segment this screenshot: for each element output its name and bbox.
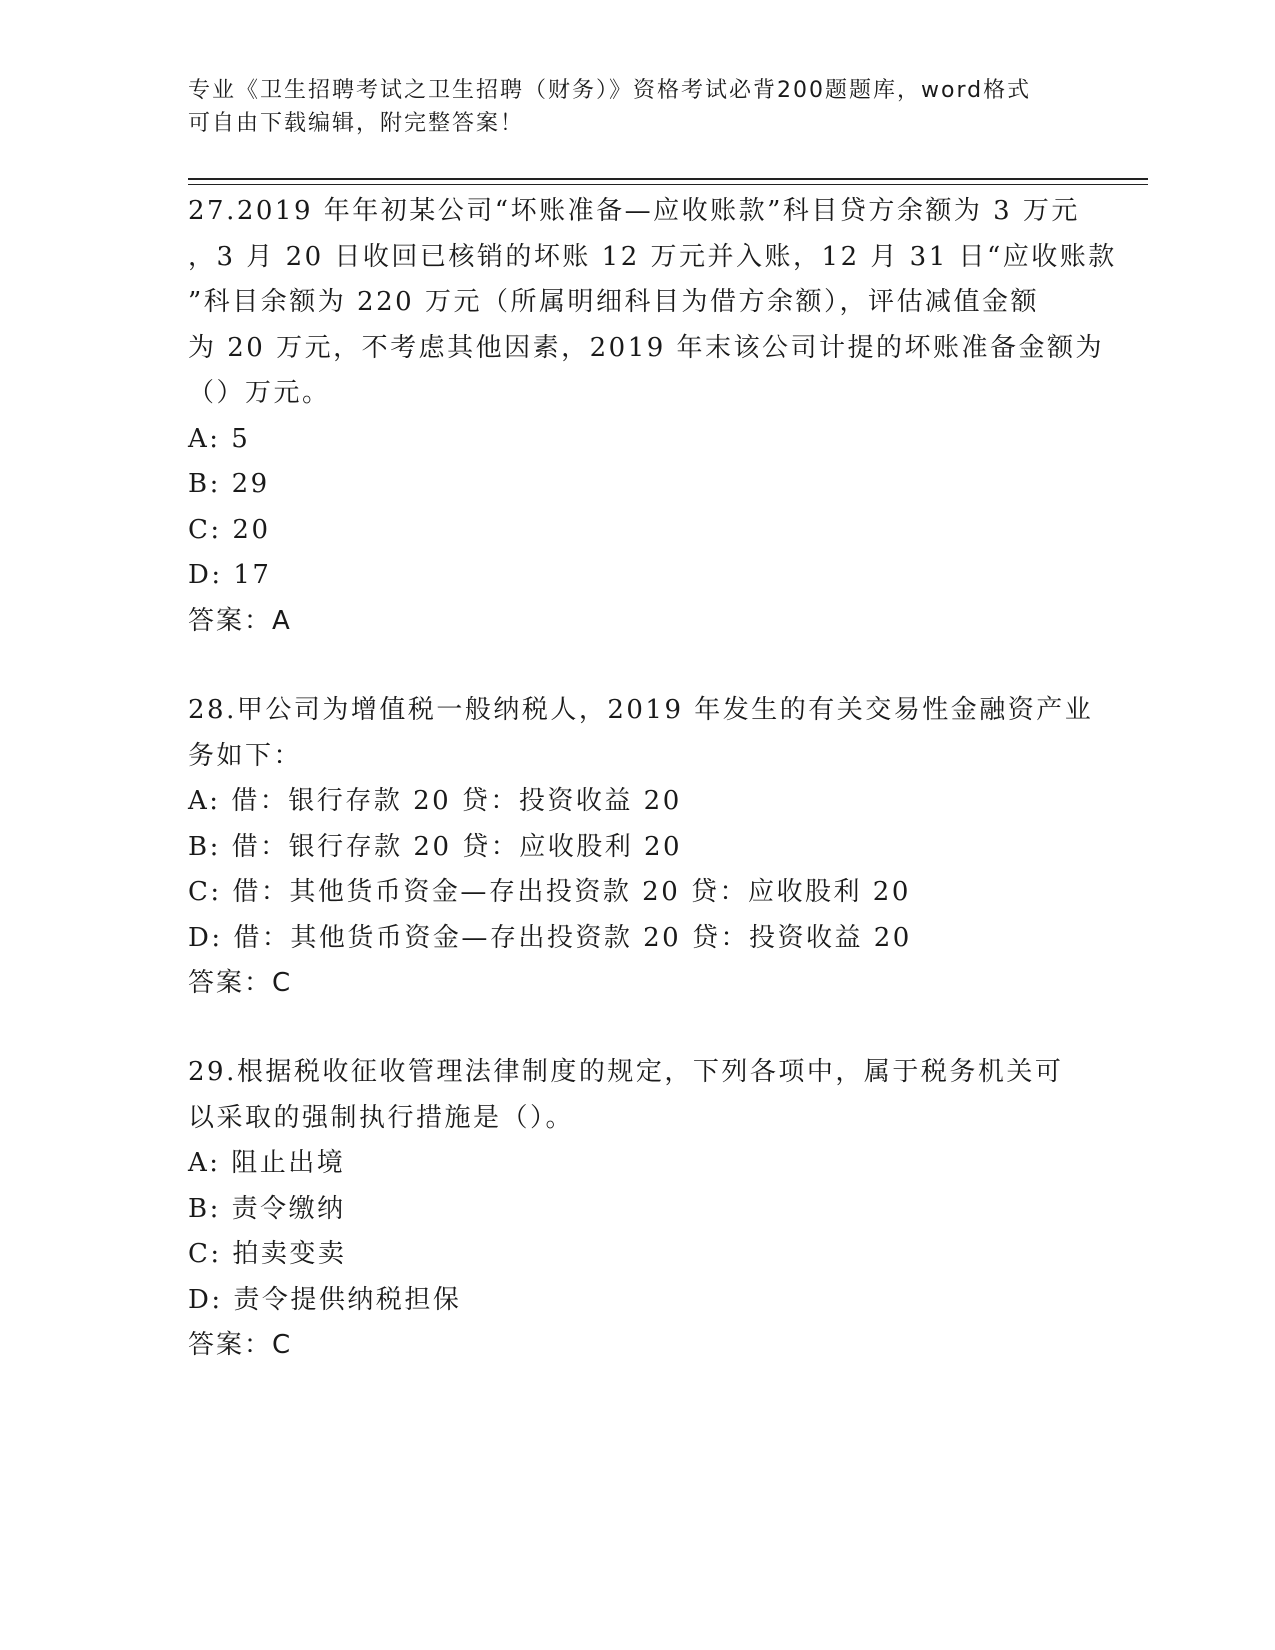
option-c: C: 借：其他货币资金—存出投资款 20 贷：应收股利 20 (188, 877, 911, 907)
question-stem-line: 为 20 万元，不考虑其他因素，2019 年末该公司计提的坏账准备金额为 (188, 332, 1105, 363)
option-d: D: 责令提供纳税担保 (188, 1284, 462, 1315)
option-d: D: 借：其他货币资金—存出投资款 20 贷：投资收益 20 (188, 922, 912, 953)
question-stem-line: 以采取的强制执行措施是（）。 (188, 1102, 575, 1133)
question-stem-line: 29.根据税收征收管理法律制度的规定，下列各项中，属于税务机关可 (188, 1057, 1064, 1087)
question-stem-line: 务如下： (188, 740, 303, 771)
option-b: B: 借：银行存款 20 贷：应收股利 20 (188, 831, 683, 862)
question-stem-line: ，3 月 20 日收回已核销的坏账 12 万元并入账，12 月 31 日“应收账款 (188, 241, 1117, 272)
question-stem-line: ”科目余额为 220 万元（所属明细科目为借方余额），评估减值金额 (188, 287, 1039, 317)
question-29 (188, 1050, 1088, 1369)
question-stem-line: （）万元。 (188, 378, 331, 408)
option-d: D: 17 (188, 560, 272, 590)
answer: 答案：A (188, 605, 292, 636)
question-28 (188, 688, 1094, 1007)
question-stem-line: 27.2019 年年初某公司“坏账准备—应收账款”科目贷方余额为 3 万元 (188, 196, 1080, 226)
answer: 答案：C (188, 1330, 293, 1360)
answer: 答案：C (188, 968, 293, 998)
option-b: B: 29 (188, 469, 270, 499)
option-a: A: 阻止出境 (188, 1148, 346, 1178)
option-b: B: 责令缴纳 (188, 1193, 346, 1224)
header-line: 可自由下载编辑，附完整答案！ (188, 111, 525, 136)
question-27 (188, 189, 1117, 644)
document-header (188, 74, 1088, 140)
header-divider (188, 184, 1148, 185)
header-line: 专业《卫生招聘考试之卫生招聘（财务）》资格考试必背200题题库，word格式 (188, 78, 1032, 103)
question-stem-line: 28.甲公司为增值税一般纳税人，2019 年发生的有关交易性金融资产业 (188, 695, 1094, 725)
option-a: A: 5 (188, 423, 251, 454)
option-c: C: 20 (188, 514, 271, 545)
option-c: C: 拍卖变卖 (188, 1239, 347, 1269)
header-divider (188, 178, 1148, 180)
option-a: A: 借：银行存款 20 贷：投资收益 20 (188, 786, 682, 816)
